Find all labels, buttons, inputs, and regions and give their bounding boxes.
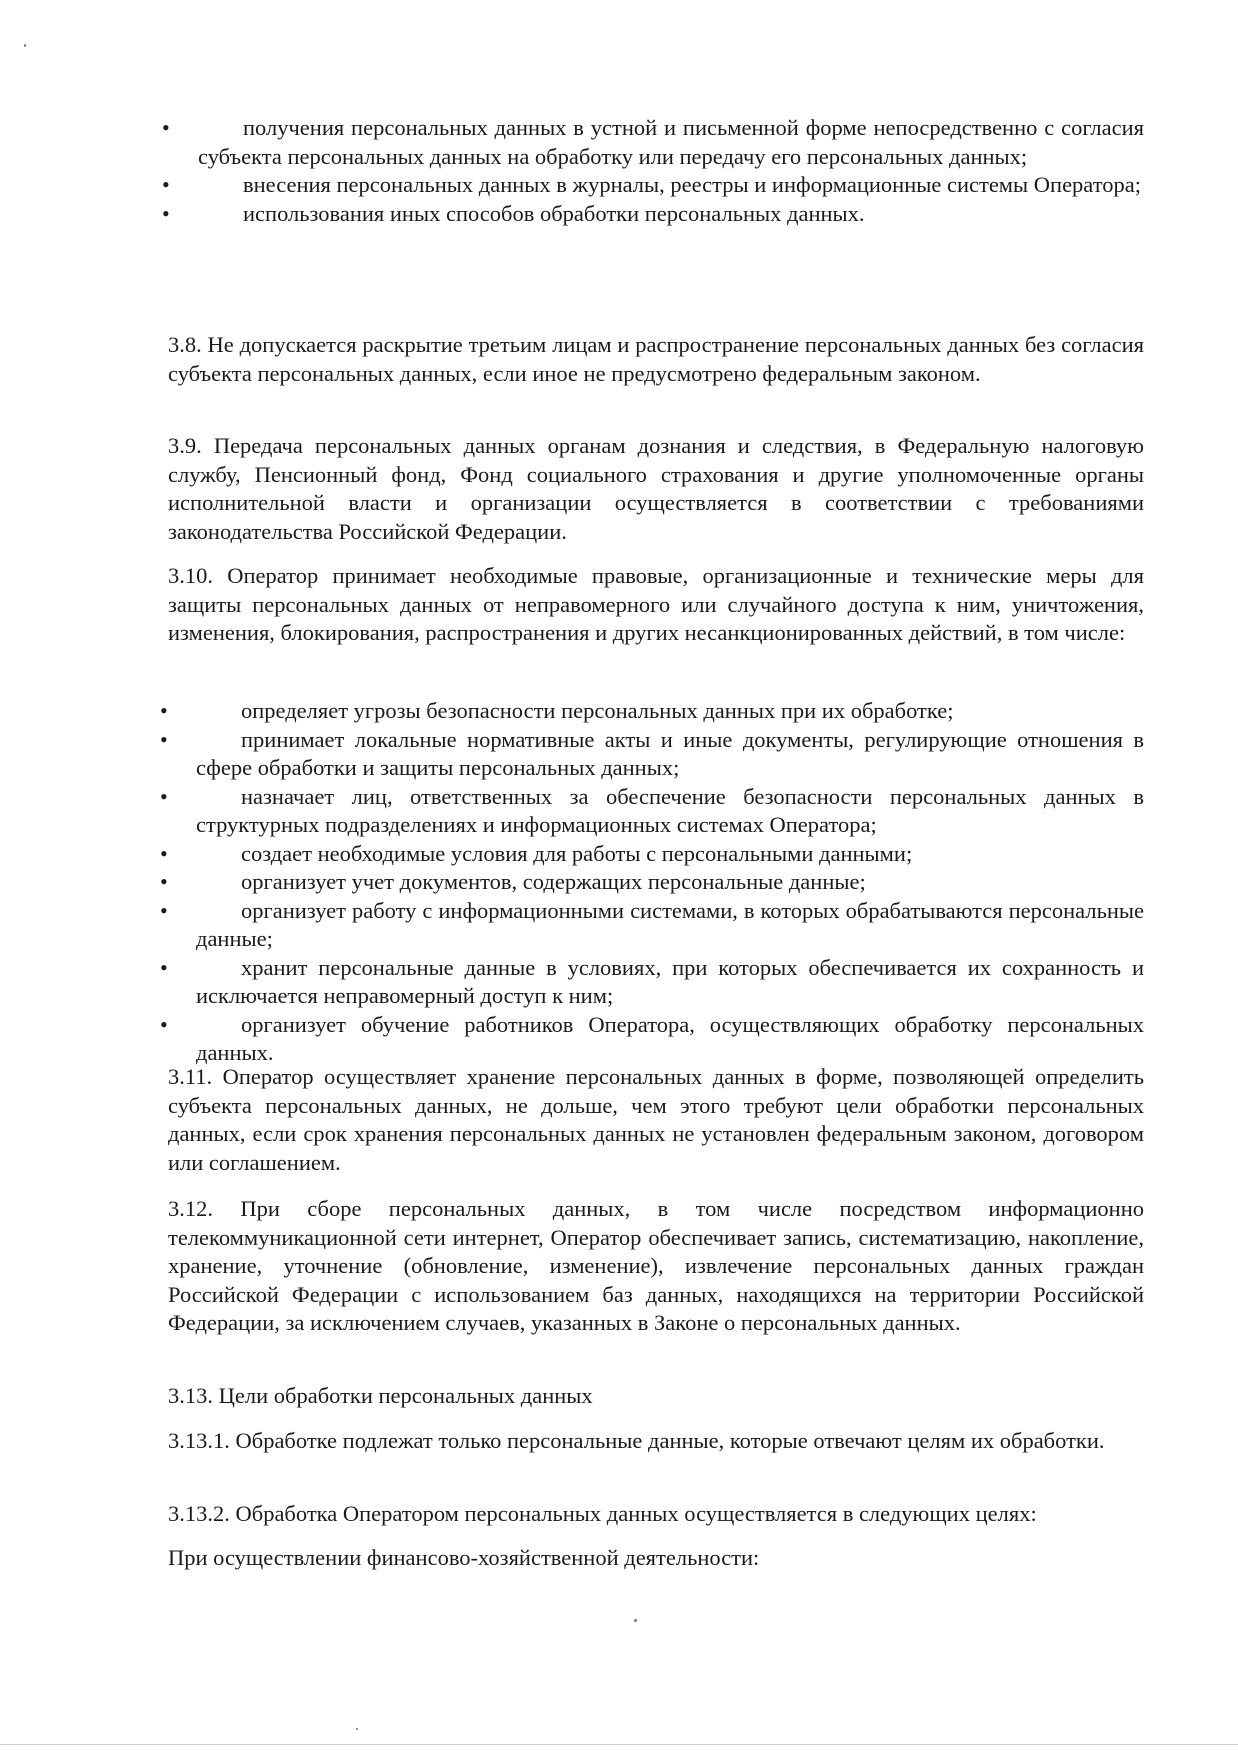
scan-speck — [24, 44, 26, 47]
paragraph-3-13: 3.13. Цели обработки персональных данных — [168, 1383, 593, 1408]
paragraph-3-9: 3.9. Передача персональных данных органам дознания и следствия, в Федеральную налоговую службу, Пенсионный фонд, Фонд социального страхования и другие уполномоченные органы исполнительной власти и организации осуществляется в соответствии с требованиями законодательства Российской Федерации. — [168, 433, 1144, 544]
list-item: • организует учет документов, содержащих персональные данные; — [196, 868, 1144, 897]
paragraph-3-12: 3.12. При сборе персональных данных, в том числе посредством информационно телекоммуникационной сети интернет, Оператор обеспечивает запись, систематизацию, накопление, хранение, уточнение (обновление, изменение), извлечение персональных данных граждан Российской Федерации с использованием баз данных, находящихся на территории Российской Федерации, за исключением случаев, указанных в Законе о персональных данных. — [168, 1196, 1144, 1335]
list-item: • назначает лиц, ответственных за обеспечение безопасности персональных данных в структурных подразделениях и информационных системах Оператора; — [196, 783, 1144, 840]
list-item: • хранит персональные данные в условиях, при которых обеспечивается их сохранность и исключается неправомерный доступ к ним; — [196, 954, 1144, 1011]
list-item: • организует работу с информационными системами, в которых обрабатываются персональные данные; — [196, 897, 1144, 954]
paragraph-3-8: 3.8. Не допускается раскрытие третьим лицам и распространение персональных данных без согласия субъекта персональных данных, если иное не предусмотрено федеральным законом. — [168, 332, 1144, 386]
list-item: • определяет угрозы безопасности персональных данных при их обработке; — [196, 697, 1144, 726]
bullet-list-methods — [168, 114, 1144, 228]
scan-speck — [356, 1728, 358, 1730]
paragraph-3-10: 3.10. Оператор принимает необходимые правовые, организационные и технические меры для защиты персональных данных от неправомерного или случайного доступа к ним, уничтожения, изменения, блокирования, распространения и других несанкционированных действий, в том числе: — [168, 563, 1144, 645]
bullet-list-measures — [168, 697, 1144, 1068]
list-item: • использования иных способов обработки персональных данных. — [198, 200, 1144, 229]
list-item: • организует обучение работников Оператора, осуществляющих обработку персональных данных. — [196, 1011, 1144, 1068]
scan-speck — [634, 1619, 637, 1622]
paragraph-3-13-2: 3.13.2. Обработка Оператором персональных данных осуществляется в следующих целях: — [168, 1501, 1037, 1526]
paragraph-financial-activity: При осуществлении финансово-хозяйственной деятельности: — [168, 1545, 760, 1570]
paragraph-3-11: 3.11. Оператор осуществляет хранение персональных данных в форме, позволяющей определить субъекта персональных данных, не дольше, чем этого требуют цели обработки персональных данных, если срок хранения персональных данных не установлен федеральным законом, договором или соглашением. — [168, 1064, 1144, 1175]
list-item: • внесения персональных данных в журналы, реестры и информационные системы Оператора; — [198, 171, 1144, 200]
page-edge-line — [0, 1744, 1238, 1745]
paragraph-3-13-1: 3.13.1. Обработке подлежат только персональные данные, которые отвечают целям их обработки. — [168, 1428, 1105, 1453]
list-item: • создает необходимые условия для работы с персональными данными; — [196, 840, 1144, 869]
list-item: • получения персональных данных в устной и письменной форме непосредственно с согласия субъекта персональных данных на обработку или передачу его персональных данных; — [198, 114, 1144, 171]
list-item: • принимает локальные нормативные акты и иные документы, регулирующие отношения в сфере обработки и защиты персональных данных; — [196, 726, 1144, 783]
